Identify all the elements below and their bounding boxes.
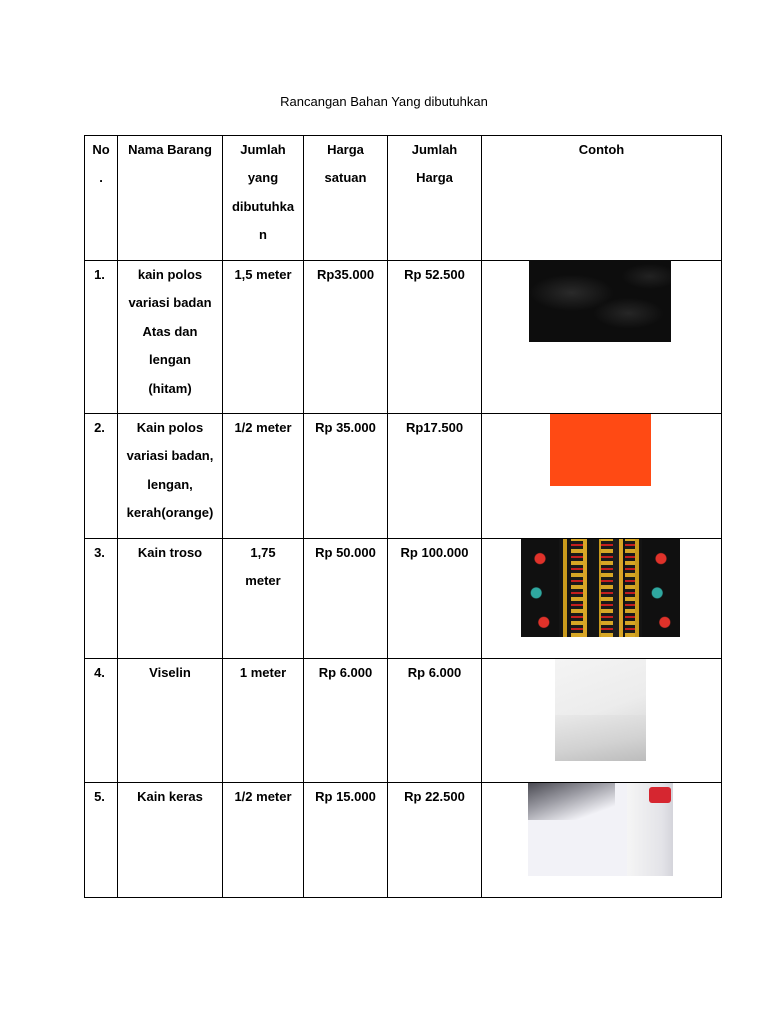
kain-keras-red-tape bbox=[649, 787, 671, 803]
quantity-line: 1/2 meter bbox=[234, 789, 292, 804]
troso-band bbox=[625, 539, 635, 637]
troso-motif-right bbox=[642, 539, 680, 637]
total-price: Rp 100.000 bbox=[388, 539, 482, 659]
header-total-line-1: Jumlah bbox=[411, 142, 458, 157]
quantity-line: 1,75 bbox=[250, 545, 276, 560]
row-number: 3. bbox=[85, 539, 118, 659]
item-name-line: variasi badan, bbox=[126, 448, 214, 464]
row-number: 1. bbox=[85, 261, 118, 414]
item-name-line: Kain keras bbox=[137, 789, 203, 804]
unit-price: Rp35.000 bbox=[304, 261, 388, 414]
header-row bbox=[85, 136, 722, 261]
header-harga-line-1: Harga bbox=[327, 142, 364, 157]
total-price: Rp 22.500 bbox=[388, 783, 482, 898]
header-jumlah-line-3: dibutuhka bbox=[231, 198, 295, 214]
orange-fabric-image bbox=[550, 414, 651, 486]
header-jumlah-line-4: n bbox=[259, 227, 267, 243]
troso-motif-left bbox=[521, 539, 559, 637]
header-harga-line-2: satuan bbox=[324, 170, 367, 186]
quantity-line: meter bbox=[245, 573, 281, 589]
quantity bbox=[223, 261, 304, 414]
viselin-fold bbox=[555, 715, 646, 761]
quantity-line: 1,5 meter bbox=[234, 267, 292, 282]
total-price: Rp17.500 bbox=[388, 414, 482, 539]
quantity bbox=[223, 659, 304, 783]
header-jumlah-line-1: Jumlah bbox=[240, 142, 286, 157]
row-number: 5. bbox=[85, 783, 118, 898]
unit-price: Rp 15.000 bbox=[304, 783, 388, 898]
header-no-line-1: No bbox=[92, 142, 110, 157]
item-name-line: Viselin bbox=[149, 665, 191, 680]
header-no bbox=[85, 136, 118, 261]
item-name-line: (hitam) bbox=[148, 380, 192, 396]
troso-band bbox=[601, 539, 613, 637]
quantity-line: 1/2 meter bbox=[234, 420, 292, 435]
item-name bbox=[118, 261, 223, 414]
header-jumlah-line-2: yang bbox=[247, 170, 279, 186]
black-fabric-image bbox=[529, 260, 671, 342]
troso-fabric-image bbox=[521, 539, 680, 637]
row-number: 4. bbox=[85, 659, 118, 783]
header-no-line-2: . bbox=[99, 170, 103, 186]
item-name bbox=[118, 414, 223, 539]
item-name bbox=[118, 659, 223, 783]
item-name bbox=[118, 539, 223, 659]
item-name-line: lengan bbox=[149, 352, 191, 368]
header-contoh bbox=[482, 136, 722, 261]
item-name-line: Kain polos bbox=[136, 420, 204, 435]
header-total bbox=[388, 136, 482, 261]
quantity bbox=[223, 539, 304, 659]
quantity bbox=[223, 783, 304, 898]
header-jumlah bbox=[223, 136, 304, 261]
item-name-line: kain polos bbox=[137, 267, 203, 282]
item-name-line: variasi badan bbox=[128, 295, 212, 311]
header-nama-line-1: Nama Barang bbox=[128, 142, 212, 157]
troso-band bbox=[571, 539, 583, 637]
unit-price: Rp 50.000 bbox=[304, 539, 388, 659]
item-name bbox=[118, 783, 223, 898]
header-total-line-2: Harga bbox=[416, 170, 453, 186]
item-name-line: kerah(orange) bbox=[126, 505, 214, 521]
item-name-line: lengan, bbox=[147, 476, 193, 492]
kain-keras-image bbox=[528, 783, 673, 876]
quantity bbox=[223, 414, 304, 539]
page-title: Rancangan Bahan Yang dibutuhkan bbox=[280, 94, 488, 109]
unit-price: Rp 6.000 bbox=[304, 659, 388, 783]
kain-keras-shadow bbox=[528, 783, 615, 820]
unit-price: Rp 35.000 bbox=[304, 414, 388, 539]
row-number: 2. bbox=[85, 414, 118, 539]
viselin-fabric-image bbox=[555, 659, 646, 761]
item-name-line: Kain troso bbox=[137, 545, 203, 560]
total-price: Rp 52.500 bbox=[388, 261, 482, 414]
header-harga bbox=[304, 136, 388, 261]
total-price: Rp 6.000 bbox=[388, 659, 482, 783]
header-nama bbox=[118, 136, 223, 261]
quantity-line: 1 meter bbox=[239, 665, 287, 680]
item-name-line: Atas dan bbox=[142, 323, 198, 339]
header-contoh-line-1: Contoh bbox=[578, 142, 625, 157]
